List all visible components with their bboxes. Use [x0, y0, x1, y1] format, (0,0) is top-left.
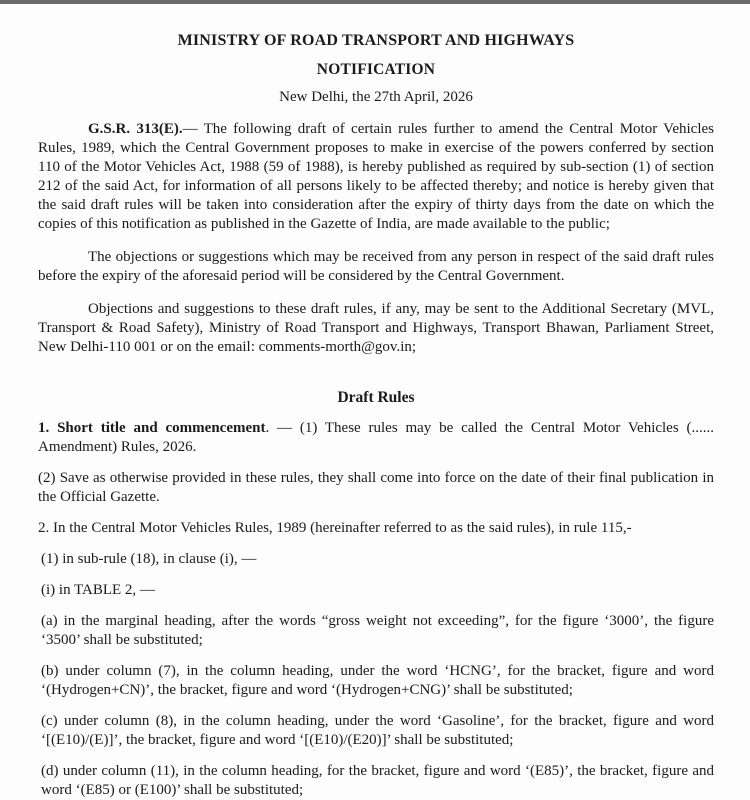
- rule-1-sub-2: (2) Save as otherwise provided in these rules, they shall come into force on the date of their final publication in the Official Gazette.: [38, 470, 714, 505]
- draft-rules-heading: Draft Rules: [337, 389, 415, 406]
- dateline: New Delhi, the 27th April, 2026: [279, 89, 473, 105]
- rule-2-item-d: (d) under column (11), in the column heading, for the bracket, figure and word ‘(E85)’, the bracket, figure and word ‘(E85) or (E100)’ shall be substituted;: [41, 763, 714, 798]
- para-gsr: [38, 120, 714, 234]
- para-contact: Objections and suggestions to these draft rules, if any, may be sent to the Additional Secretary (MVL, Transport & Road Safety), Ministry of Road Transport and Highways, Transport Bhawan, Parliament Street, New Delhi-110 001 or on the email: comments-morth@gov.in;: [38, 301, 714, 355]
- rule-1-title: 1. Short title and commencement: [38, 420, 266, 436]
- notification-heading: NOTIFICATION: [316, 61, 436, 78]
- rule-2-item-c: (c) under column (8), in the column heading, under the word ‘Gasoline’, for the bracket, figure and word ‘[(E10)/(E)]’, the bracket, figure and word ‘[(E10)/(E20)]’ shall be substituted;: [41, 713, 714, 748]
- gsr-number: G.S.R. 313(E).: [88, 121, 183, 137]
- rule-2-clause-1: (1) in sub-rule (18), in clause (i), —: [41, 551, 257, 567]
- rule-2-item-b: (b) under column (7), in the column heading, under the word ‘HCNG’, for the bracket, figure and word ‘(Hydrogen+CN)’, the bracket, figure and word ‘(Hydrogen+CNG)’ shall be substituted;: [41, 663, 714, 698]
- rule-1: [38, 419, 714, 457]
- ministry-title: MINISTRY OF ROAD TRANSPORT AND HIGHWAYS: [177, 32, 575, 49]
- rule-2-item-a: (a) in the marginal heading, after the words “gross weight not exceeding”, for the figure ‘3000’, the figure ‘3500’ shall be substituted;: [41, 613, 714, 648]
- rule-2-clause-i: (i) in TABLE 2, —: [41, 582, 155, 598]
- rule-2: 2. In the Central Motor Vehicles Rules, 1989 (hereinafter referred to as the said rules), in rule 115,-: [38, 520, 632, 536]
- para-objections: The objections or suggestions which may be received from any person in respect of the said draft rules before the expiry of the aforesaid period will be considered by the Central Government.: [38, 249, 714, 284]
- notification-document: [0, 4, 750, 800]
- gsr-text: — The following draft of certain rules further to amend the Central Motor Vehicles Rules, 1989, which the Central Government proposes to make in exercise of the powers conferred by section 110 of the Motor Vehicles Act, 1988 (59 of 1988), is hereby published as required by sub-section (1) of section 212 of the said Act, for information of all persons likely to be affected thereby; and notice is hereby given that the said draft rules will be taken into consideration after the expiry of thirty days from the date on which the copies of this notification as published in the Gazette of India, are made available to the public;: [38, 121, 714, 232]
- rule-1-text: . — (1) These rules may be called the Central Motor Vehicles (...... Amendment) Rules, 2026.: [38, 420, 714, 455]
